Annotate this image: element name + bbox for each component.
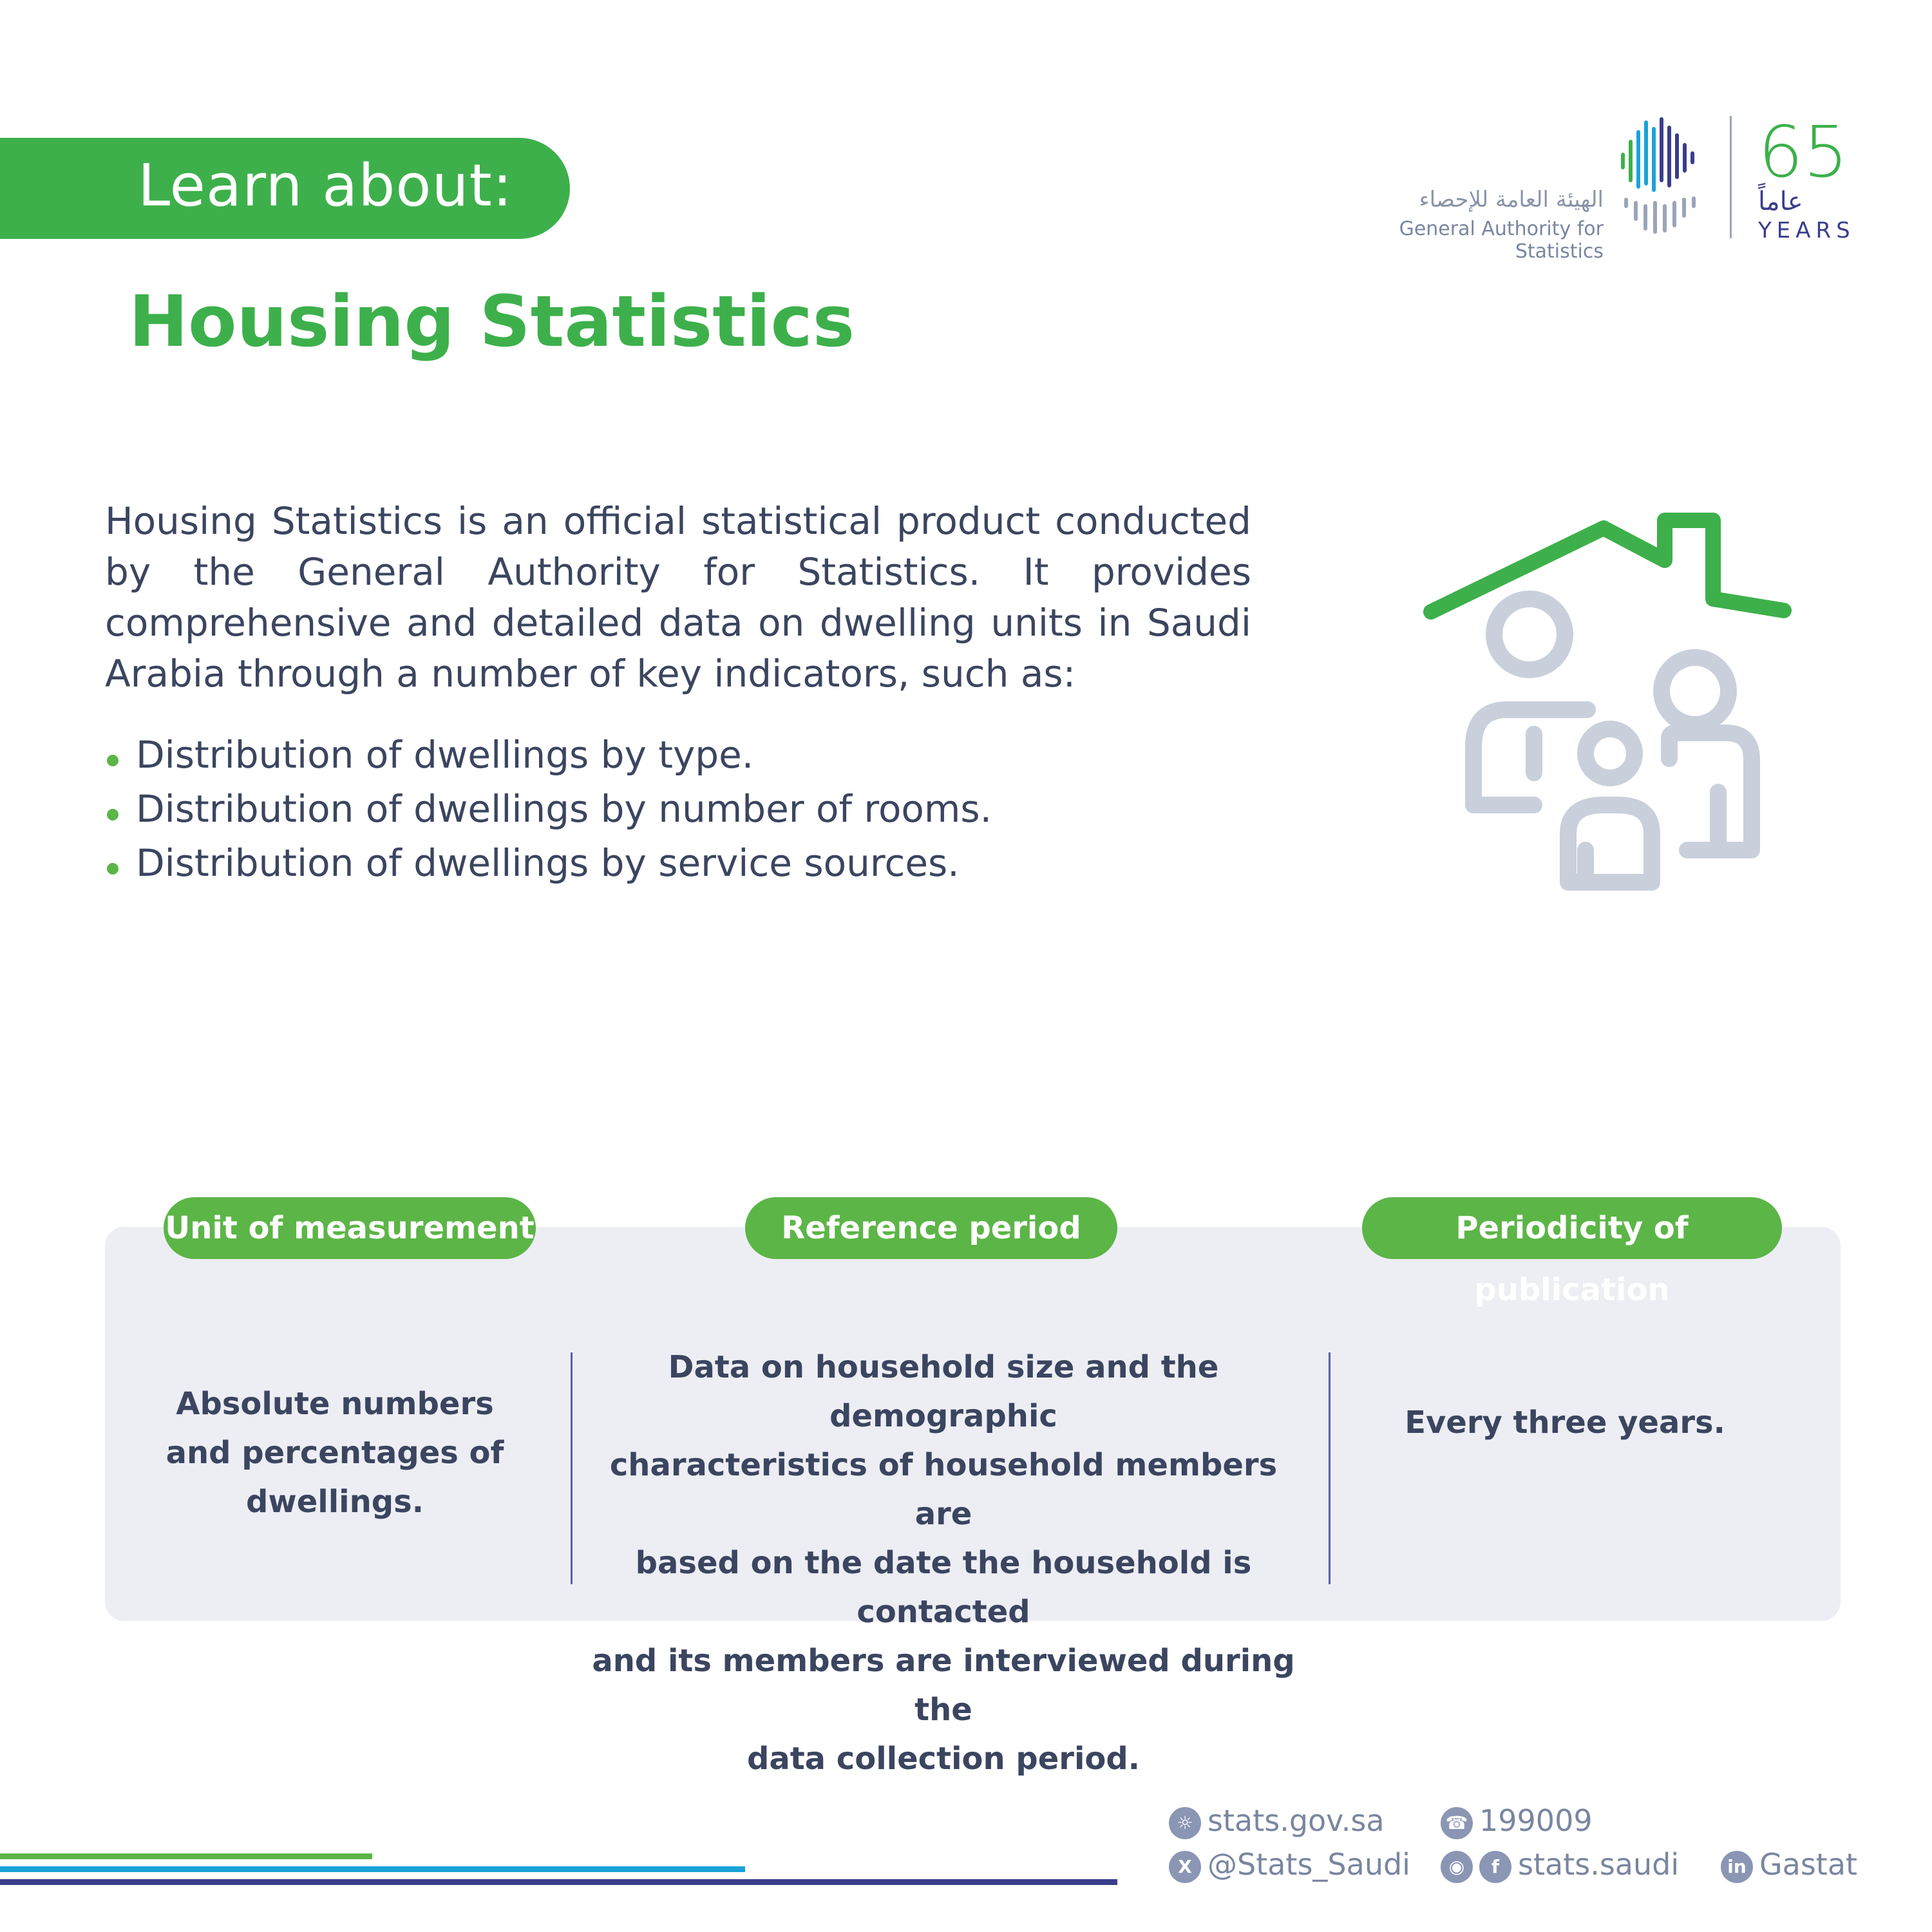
- globe-icon: ☼: [1169, 1807, 1201, 1839]
- learn-about-label: Learn about:: [138, 152, 513, 220]
- gastat-logo: [1333, 111, 1868, 263]
- logo-arabic-name: الهيئة العامة للإحصاء: [1419, 187, 1604, 213]
- footer-twitter[interactable]: [1169, 1847, 1410, 1883]
- footer-website[interactable]: [1169, 1803, 1385, 1839]
- intro-paragraph: Housing Statistics is an official statistical product conducted by the General Authority for Statistics. It provides comprehensive and detailed data on dwelling units in Saudi Arabia through a number of key indicators, such as:: [105, 499, 1251, 696]
- footer-phone[interactable]: [1441, 1803, 1593, 1839]
- logo-divider: [1730, 116, 1732, 238]
- tag-unit-of-measurement: Unit of measurement: [164, 1197, 536, 1259]
- text-line: data collection period.: [746, 1741, 1140, 1777]
- learn-about-banner: [0, 138, 570, 239]
- column-divider: [571, 1352, 573, 1584]
- text-line: Data on household size and the demographic: [668, 1349, 1219, 1434]
- text-line: based on the date the household is contacted: [635, 1545, 1252, 1630]
- text-line: characteristics of household members are: [609, 1447, 1278, 1532]
- linkedin-text: Gastat: [1759, 1847, 1858, 1882]
- text-line: Every three years.: [1405, 1405, 1725, 1441]
- phone-icon: ☎: [1441, 1807, 1473, 1839]
- indicator-list: [105, 728, 992, 890]
- text-line: dwellings.: [246, 1484, 424, 1520]
- social-text: stats.saudi: [1518, 1847, 1680, 1882]
- tag-periodicity: Periodicity of publication: [1362, 1197, 1782, 1259]
- years-arabic: عاماً: [1758, 187, 1803, 216]
- text-line: and percentages of: [166, 1435, 504, 1471]
- house-family-icon: [1417, 502, 1803, 902]
- twitter-text: @Stats_Saudi: [1208, 1847, 1410, 1882]
- years-number: 65: [1758, 111, 1848, 193]
- facebook-icon: f: [1479, 1851, 1511, 1883]
- text-line: Absolute numbers: [176, 1386, 494, 1422]
- column-divider: [1329, 1352, 1331, 1584]
- logo-english-name: General Authority for Statistics: [1399, 218, 1604, 263]
- footer-line-green: [0, 1853, 372, 1859]
- unit-of-measurement-text: [142, 1379, 528, 1526]
- x-icon: X: [1169, 1851, 1201, 1883]
- instagram-icon: ◉: [1441, 1851, 1473, 1883]
- list-item: Distribution of dwellings by service sources.: [105, 836, 992, 890]
- linkedin-icon: in: [1721, 1851, 1753, 1883]
- tag-reference-period: Reference period: [745, 1197, 1117, 1259]
- periodicity-text: [1352, 1398, 1777, 1447]
- text-line: and its members are interviewed during the: [592, 1643, 1295, 1728]
- phone-text: 199009: [1479, 1803, 1593, 1838]
- footer-social[interactable]: [1441, 1847, 1679, 1883]
- list-item: Distribution of dwellings by number of rooms.: [105, 782, 992, 836]
- footer-linkedin[interactable]: [1721, 1847, 1857, 1883]
- list-item: Distribution of dwellings by type.: [105, 728, 992, 782]
- page-title: Housing Statistics: [129, 280, 855, 363]
- footer-line-navy: [0, 1879, 1117, 1885]
- gastat-emblem-icon: [1616, 116, 1713, 238]
- reference-period-text: [583, 1343, 1304, 1783]
- website-text: stats.gov.sa: [1208, 1803, 1385, 1838]
- years-english: YEARS: [1758, 218, 1855, 243]
- footer-line-blue: [0, 1866, 745, 1872]
